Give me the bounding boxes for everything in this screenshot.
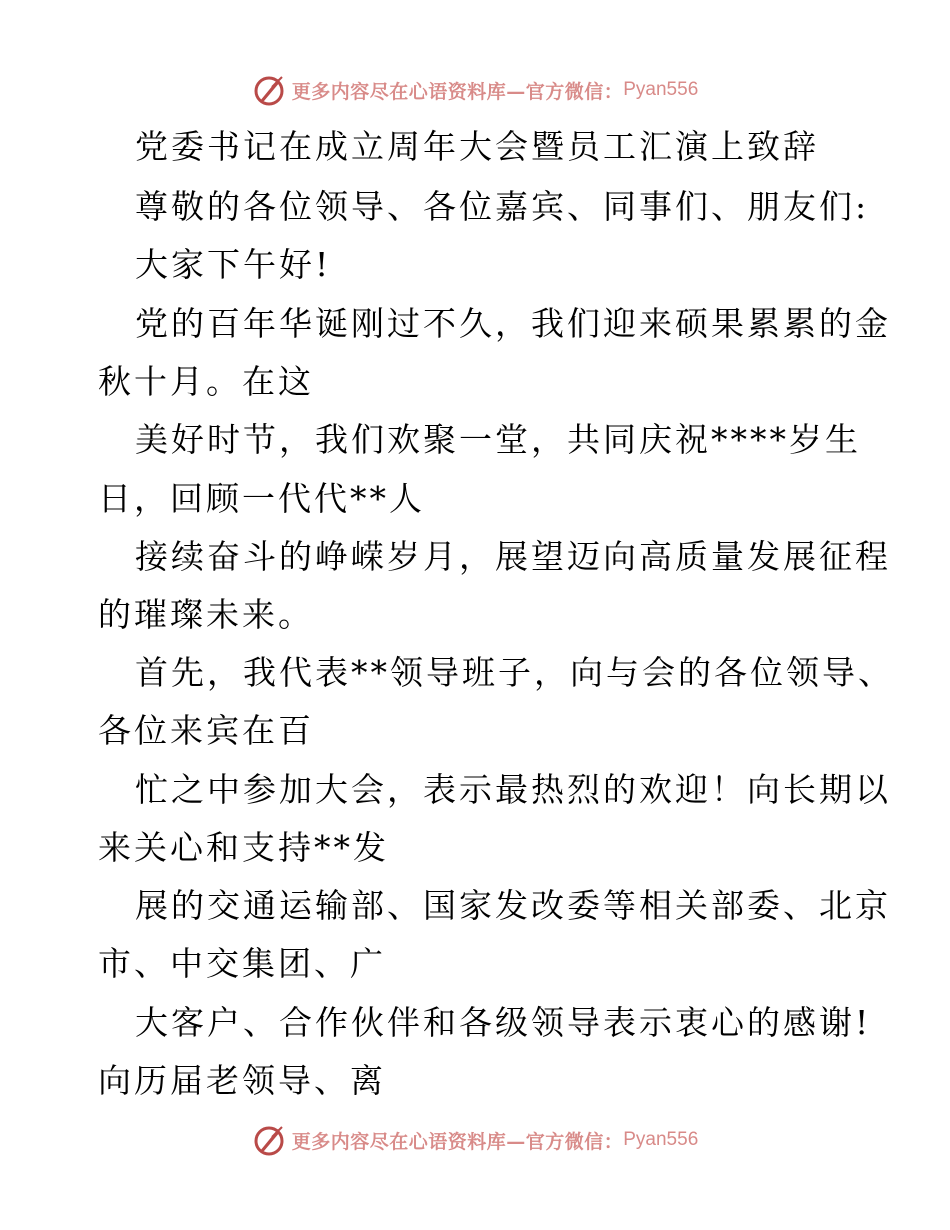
paragraph-line: 大客户、合作伙伴和各级领导表示衷心的感谢! — [135, 1003, 872, 1042]
paragraph-line: 向历届老领导、离 — [98, 1061, 386, 1100]
paragraph-line: 美好时节，我们欢聚一堂，共同庆祝****岁生 — [135, 420, 861, 459]
watermark-handle: Pyan556 — [623, 79, 699, 100]
header-watermark — [0, 70, 950, 110]
paragraph-line: 首先，我代表**领导班子，向与会的各位领导、 — [135, 653, 894, 692]
paragraph-line: 各位来宾在百 — [98, 711, 314, 750]
document-title: 党委书记在成立周年大会暨员工汇演上致辞 — [135, 127, 819, 166]
watermark-text: 更多内容尽在心语资料库—官方微信： — [291, 1130, 624, 1153]
paragraph-line: 的璀璨未来。 — [98, 595, 314, 634]
paragraph-line: 来关心和支持**发 — [98, 828, 389, 867]
salutation: 尊敬的各位领导、各位嘉宾、同事们、朋友们: — [135, 187, 870, 226]
footer-watermark — [0, 1120, 950, 1160]
paragraph-line: 秋十月。在这 — [98, 362, 314, 401]
quill-logo-icon — [252, 1123, 286, 1157]
paragraph-line: 日，回顾一代代**人 — [98, 479, 425, 518]
watermark-handle: Pyan556 — [623, 1129, 699, 1150]
greeting: 大家下午好! — [135, 245, 332, 284]
watermark-text: 更多内容尽在心语资料库—官方微信： — [291, 80, 624, 103]
paragraph-line: 接续奋斗的峥嵘岁月，展望迈向高质量发展征程 — [135, 537, 891, 576]
quill-logo-icon — [252, 73, 286, 107]
paragraph-line: 市、中交集团、广 — [98, 944, 386, 983]
paragraph-line: 党的百年华诞刚过不久，我们迎来硕果累累的金 — [135, 304, 891, 343]
paragraph-line: 忙之中参加大会，表示最热烈的欢迎！向长期以 — [135, 770, 891, 809]
paragraph-line: 展的交通运输部、国家发改委等相关部委、北京 — [135, 886, 891, 925]
